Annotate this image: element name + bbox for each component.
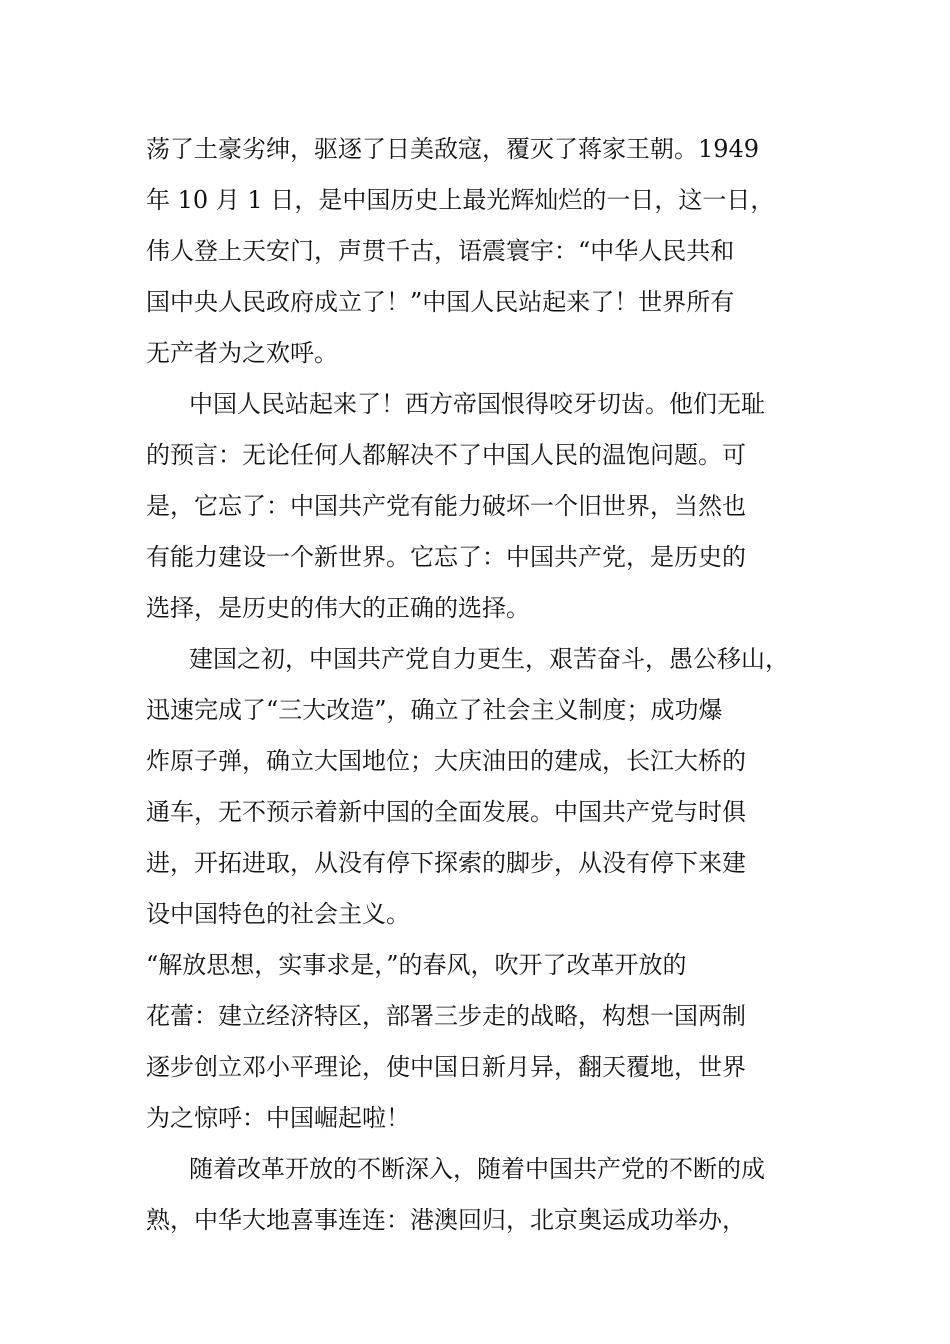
text-line: “解放思想，实事求是，”的春风，吹开了改革开放的 xyxy=(146,951,687,979)
text-line: 选择，是历史的伟大的正确的选择。 xyxy=(146,594,530,622)
text-line: 是，它忘了：中国共产党有能力破坏一个旧世界，当然也 xyxy=(146,492,746,520)
text-line: 无产者为之欢呼。 xyxy=(146,339,338,367)
text-line: 随着改革开放的不断深入，随着中国共产党的不断的成 xyxy=(189,1155,765,1183)
text-line: 建国之初，中国共产党自力更生，艰苦奋斗，愚公移山， xyxy=(189,645,789,673)
text-line: 通车，无不预示着新中国的全面发展。中国共产党与时俱 xyxy=(146,798,746,826)
text-line: 花蕾：建立经济特区，部署三步走的战略，构想一国两制 xyxy=(146,1002,746,1030)
text-line: 年 10 月 1 日，是中国历史上最光辉灿烂的一日，这一日， xyxy=(146,186,775,214)
text-line: 逐步创立邓小平理论，使中国日新月异，翻天覆地，世界 xyxy=(146,1053,746,1081)
text-line: 荡了土豪劣绅，驱逐了日美敌寇，覆灭了蒋家王朝。1949 xyxy=(146,135,760,163)
paragraph-1 xyxy=(146,124,808,379)
paragraph-4 xyxy=(146,940,808,1144)
text-line: 的预言：无论任何人都解决不了中国人民的温饱问题。可 xyxy=(146,441,746,469)
text-line: 设中国特色的社会主义。 xyxy=(146,900,410,928)
text-line: 进，开拓进取，从没有停下探索的脚步，从没有停下来建 xyxy=(146,849,746,877)
text-line: 国中央人民政府成立了！”中国人民站起来了！世界所有 xyxy=(146,288,735,316)
paragraph-5 xyxy=(146,1144,808,1246)
text-line: 中国人民站起来了！西方帝国恨得咬牙切齿。他们无耻 xyxy=(189,390,765,418)
paragraph-3 xyxy=(146,634,808,940)
text-line: 迅速完成了“三大改造”，确立了社会主义制度；成功爆 xyxy=(146,696,723,724)
paragraph-2 xyxy=(146,379,808,634)
text-line: 有能力建设一个新世界。它忘了：中国共产党，是历史的 xyxy=(146,543,746,571)
text-line: 熟，中华大地喜事连连：港澳回归，北京奥运成功举办， xyxy=(146,1206,746,1234)
text-line: 伟人登上天安门，声贯千古，语震寰宇：“中华人民共和 xyxy=(146,237,735,265)
text-line: 炸原子弹，确立大国地位；大庆油田的建成，长江大桥的 xyxy=(146,747,746,775)
document-body xyxy=(146,124,808,1246)
text-line: 为之惊呼：中国崛起啦！ xyxy=(146,1104,410,1132)
